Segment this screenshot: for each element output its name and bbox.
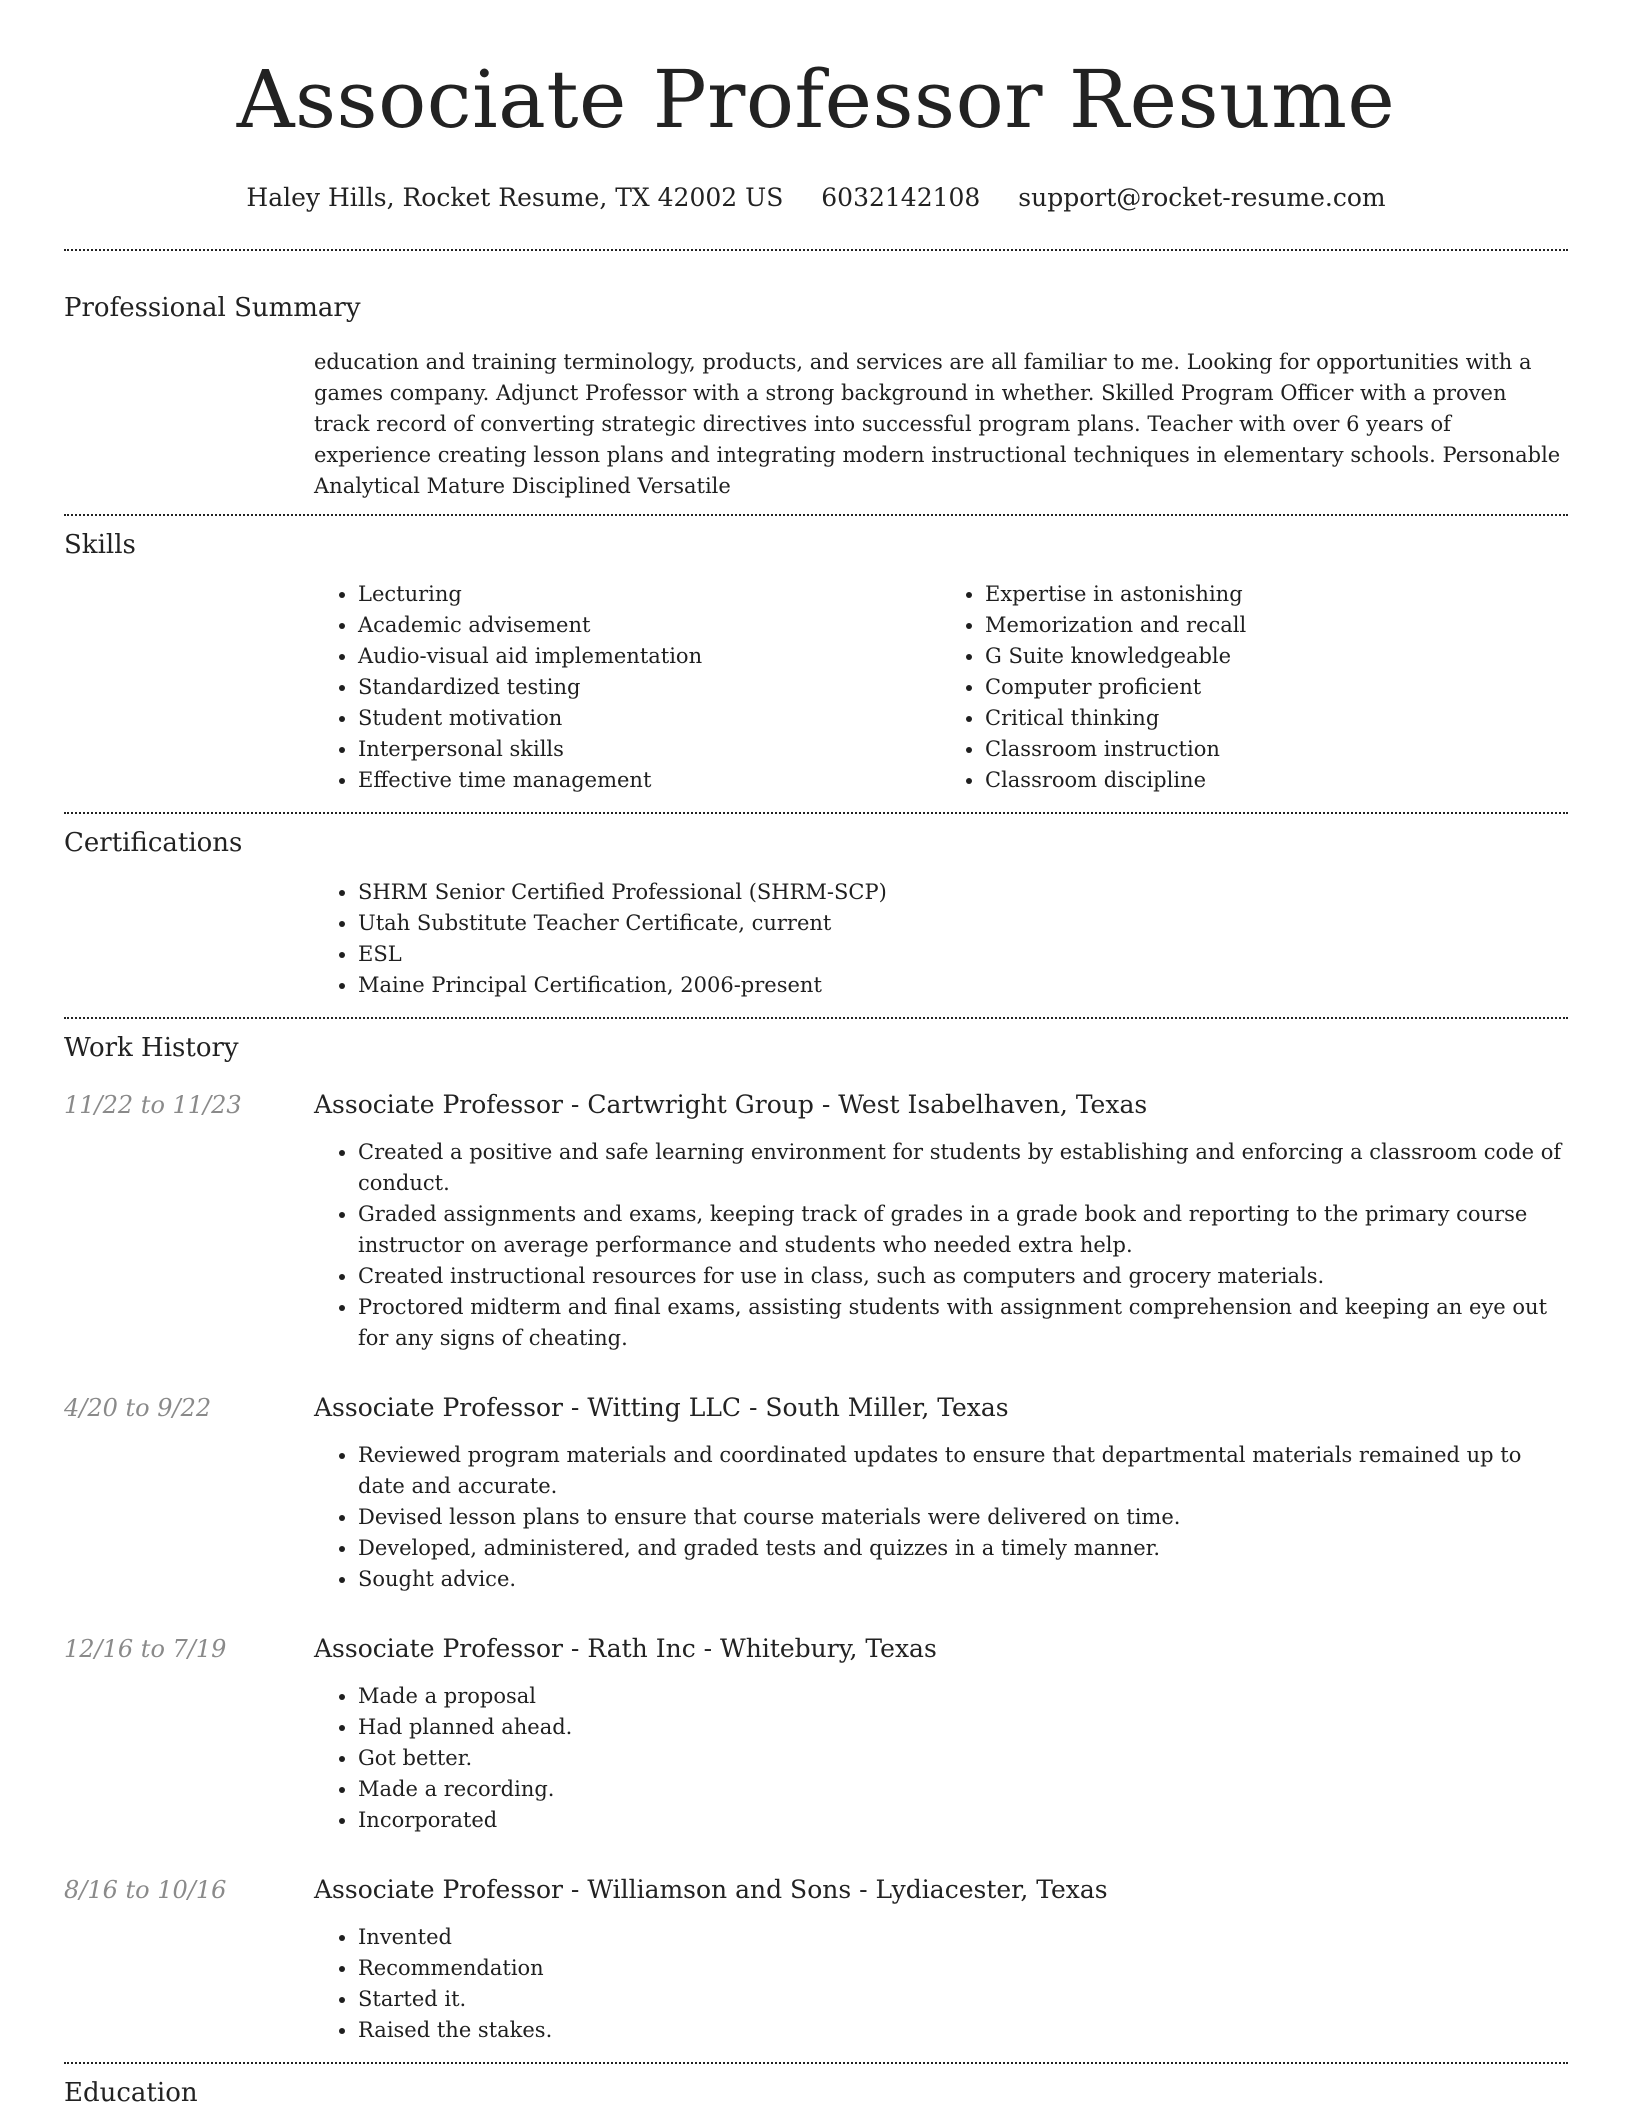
job-title: Associate Professor - Witting LLC - South Miller, Texas: [314, 1393, 1009, 1422]
divider: [64, 812, 1568, 814]
list-item: • Reviewed program materials and coordinated updates to ensure that departmental materials remained up to date and accurate.: [358, 1440, 1568, 1502]
list-item: • Created a positive and safe learning environment for students by establishing and enforcing a classroom code of conduct.: [358, 1137, 1568, 1199]
list-item: • ESL: [358, 939, 1568, 970]
contact-address: Haley Hills, Rocket Resume, TX 42002 US: [246, 183, 784, 212]
job-bullets: [314, 1922, 1568, 2046]
summary-text: education and training terminology, products, and services are all familiar to me. Looking for opportunities with a games company. Adjunct Professor with a strong background in whether. Skilled Program Officer with a proven track record of converting strategic directives into successful program plans. Teacher with over 6 years of experience creating lesson plans and integrating modern instructional techniques in elementary schools. Personable Analytical Mature Disciplined Versatile: [314, 350, 1561, 498]
divider: [64, 514, 1568, 516]
list-item: • Made a proposal: [358, 1681, 1568, 1712]
list-item: • Memorization and recall: [985, 610, 1568, 641]
list-item: • SHRM Senior Certified Professional (SHRM-SCP): [358, 877, 1568, 908]
list-item: • Started it.: [358, 1984, 1568, 2015]
list-item: • Raised the stakes.: [358, 2015, 1568, 2046]
list-item: • Interpersonal skills: [358, 734, 941, 765]
job-dates: 4/20 to 9/22: [64, 1394, 212, 1422]
job-bullets: [314, 1137, 1568, 1354]
skills-columns: [314, 579, 1568, 796]
job-title: Associate Professor - Cartwright Group - West Isabelhaven, Texas: [314, 1090, 1148, 1119]
list-item: • Made a recording.: [358, 1774, 1568, 1805]
list-item: • Academic advisement: [358, 610, 941, 641]
list-item: • Got better.: [358, 1743, 1568, 1774]
list-item: • Graded assignments and exams, keeping track of grades in a grade book and reporting to the primary course instructor on average performance and students who needed extra help.: [358, 1199, 1568, 1261]
list-item: • Lecturing: [358, 579, 941, 610]
list-item: • Had planned ahead.: [358, 1712, 1568, 1743]
certifications-heading: Certifications: [64, 828, 243, 858]
list-item: • G Suite knowledgeable: [985, 641, 1568, 672]
education-heading: Education: [64, 2078, 198, 2108]
job-entry: [64, 1874, 1568, 2046]
list-item: • Effective time management: [358, 765, 941, 796]
work-heading: Work History: [64, 1033, 239, 1063]
skills-list-left: [314, 579, 941, 796]
list-item: • Maine Principal Certification, 2006-present: [358, 970, 1568, 1001]
list-item: • Utah Substitute Teacher Certificate, current: [358, 908, 1568, 939]
divider: [64, 1017, 1568, 1019]
list-item: • Recommendation: [358, 1953, 1568, 1984]
divider: [64, 249, 1568, 251]
job-dates: 11/22 to 11/23: [64, 1091, 242, 1119]
job-entry: [64, 1633, 1568, 1836]
list-item: • Incorporated: [358, 1805, 1568, 1836]
certifications-block: [314, 877, 1568, 1001]
list-item: • Critical thinking: [985, 703, 1568, 734]
list-item: • Student motivation: [358, 703, 941, 734]
list-item: • Expertise in astonishing: [985, 579, 1568, 610]
contact-phone: 6032142108: [821, 183, 981, 212]
list-item: • Standardized testing: [358, 672, 941, 703]
list-item: • Audio-visual aid implementation: [358, 641, 941, 672]
list-item: • Developed, administered, and graded tests and quizzes in a timely manner.: [358, 1533, 1568, 1564]
job-dates: 12/16 to 7/19: [64, 1635, 227, 1663]
list-item: • Proctored midterm and final exams, assisting students with assignment comprehension and keeping an eye out for any signs of cheating.: [358, 1292, 1568, 1354]
list-item: • Computer proficient: [985, 672, 1568, 703]
list-item: • Sought advice.: [358, 1564, 1568, 1595]
contact-line: [64, 182, 1568, 214]
job-bullets: [314, 1681, 1568, 1836]
list-item: • Created instructional resources for use in class, such as computers and grocery materials.: [358, 1261, 1568, 1292]
resume-title: Associate Professor Resume: [236, 53, 1396, 146]
list-item: • Devised lesson plans to ensure that course materials were delivered on time.: [358, 1502, 1568, 1533]
list-item: • Classroom instruction: [985, 734, 1568, 765]
certifications-list: [314, 877, 1568, 1001]
contact-email: support@rocket-resume.com: [1018, 183, 1386, 212]
job-title: Associate Professor - Williamson and Sons - Lydiacester, Texas: [314, 1875, 1108, 1904]
skills-list-right: [941, 579, 1568, 796]
job-entry: [64, 1392, 1568, 1595]
summary-heading: Professional Summary: [64, 293, 361, 323]
list-item: • Classroom discipline: [985, 765, 1568, 796]
skills-heading: Skills: [64, 530, 136, 560]
job-entry: [64, 1089, 1568, 1354]
resume-page: [64, 0, 1568, 2110]
job-title: Associate Professor - Rath Inc - Whitebury, Texas: [314, 1634, 937, 1663]
job-bullets: [314, 1440, 1568, 1595]
divider: [64, 2062, 1568, 2064]
list-item: • Invented: [358, 1922, 1568, 1953]
job-dates: 8/16 to 10/16: [64, 1876, 227, 1904]
